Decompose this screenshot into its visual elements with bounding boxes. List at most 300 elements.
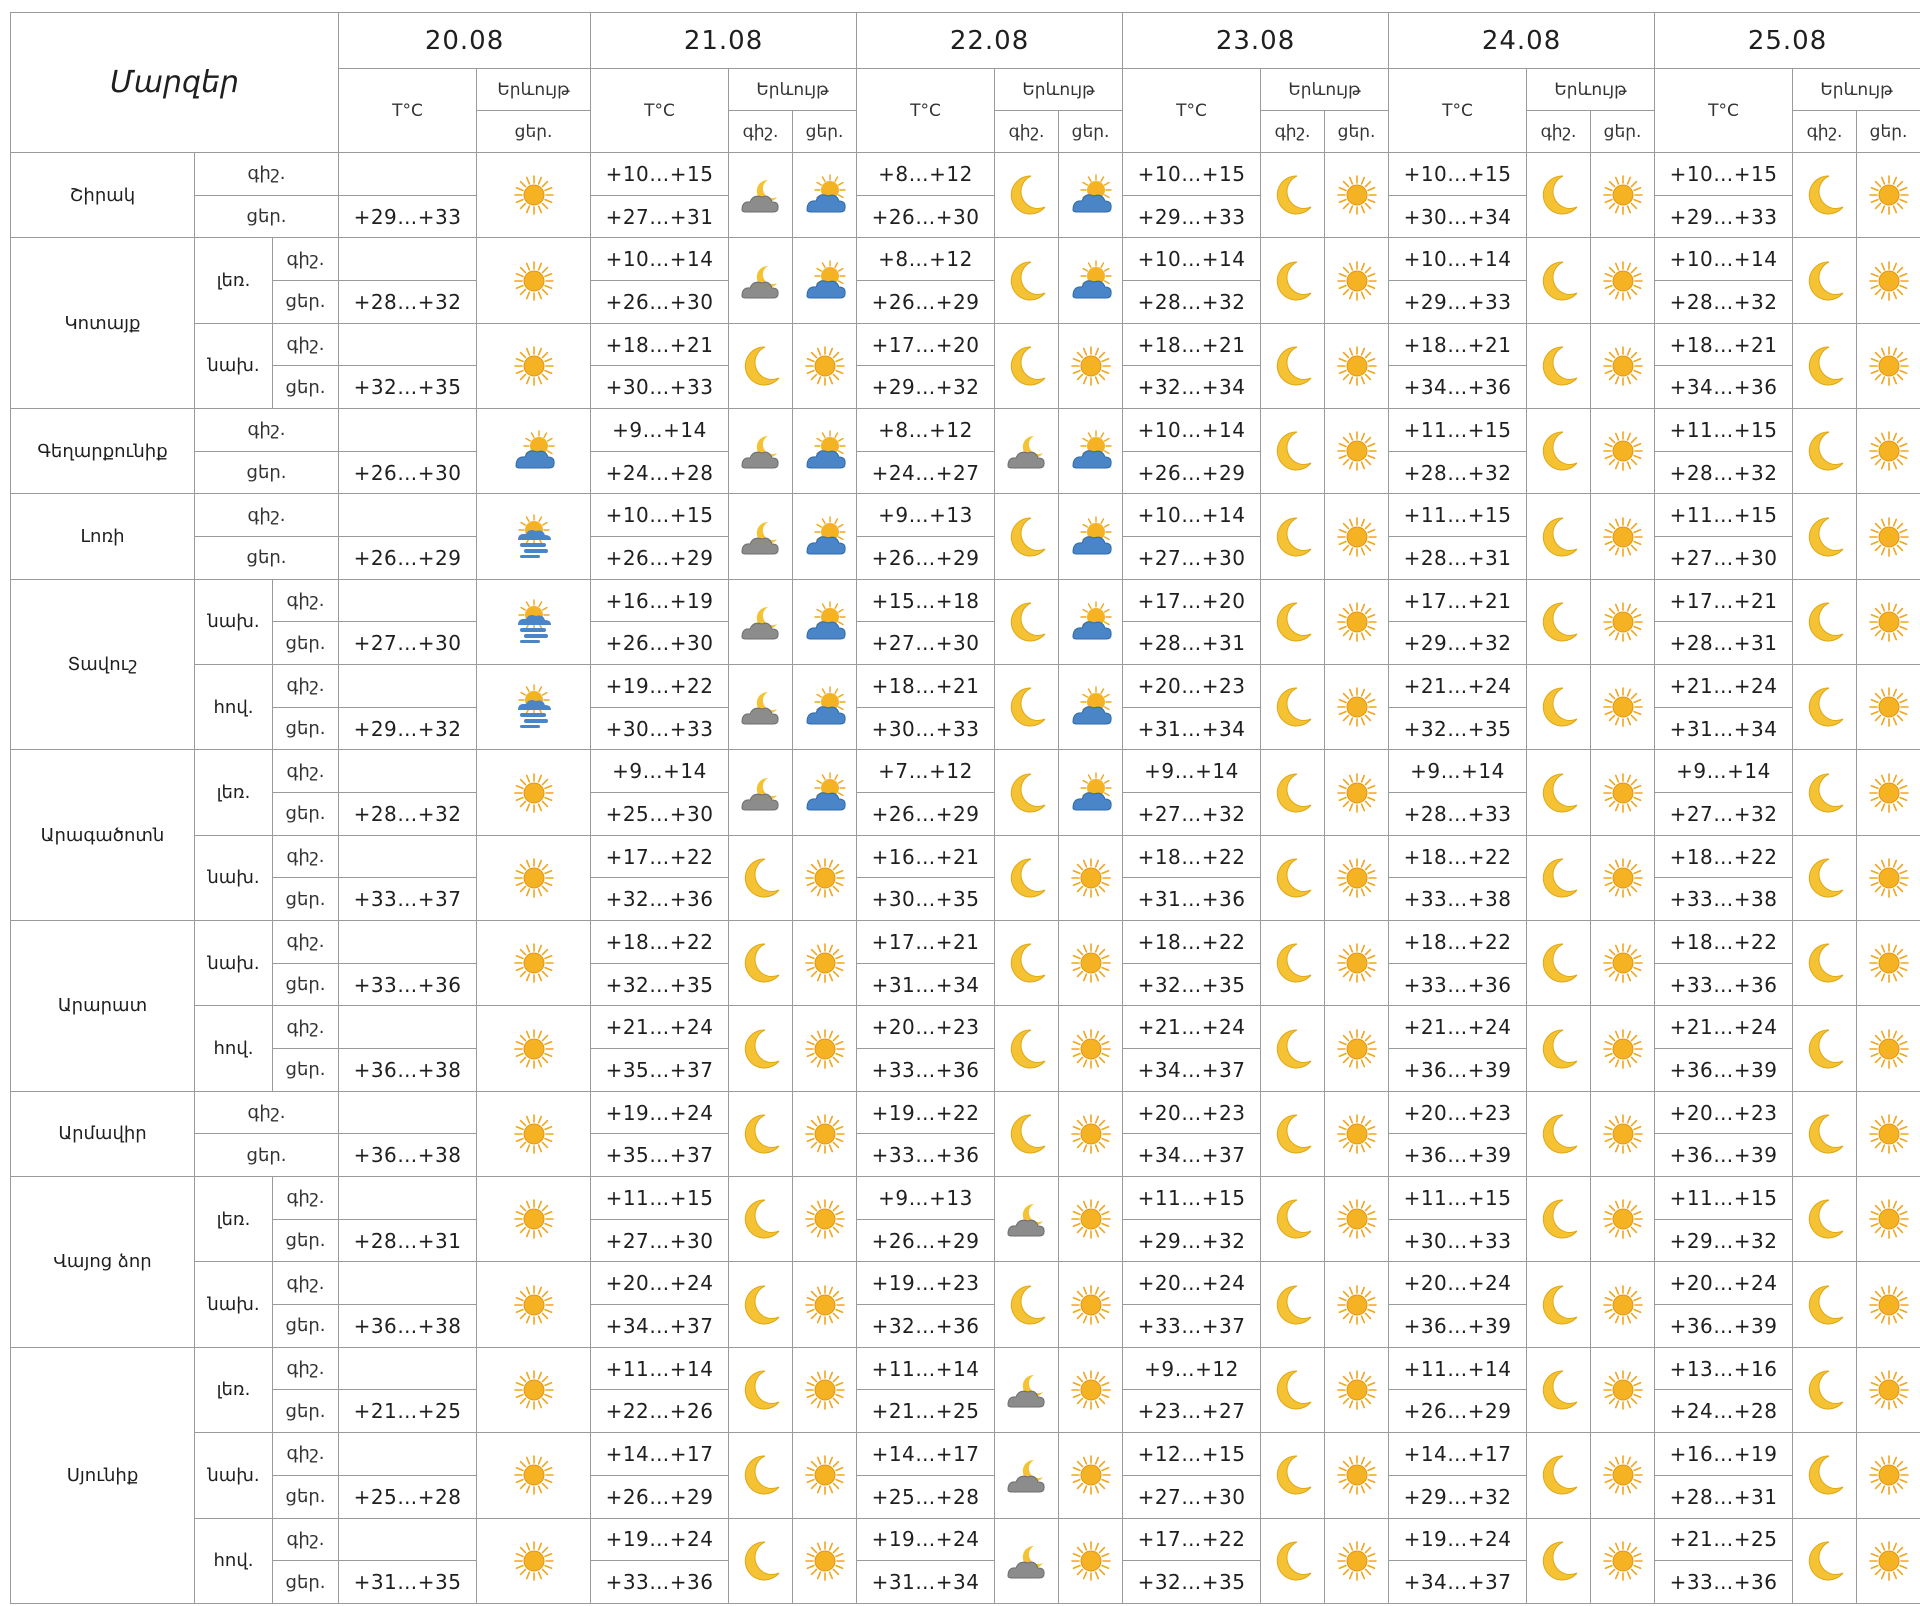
day-temp: +30…+33 (857, 707, 995, 750)
day-temp: +28…+31 (1123, 622, 1261, 665)
day-temp: +27…+30 (857, 622, 995, 665)
day-label: ցեր. (195, 537, 339, 580)
sun-icon (799, 1026, 851, 1072)
night-header: գիշ. (1793, 111, 1857, 153)
weather-cell (729, 1091, 793, 1176)
night-temp: +18…+22 (1389, 921, 1527, 964)
weather-cell (1591, 750, 1655, 835)
sun-icon (1331, 855, 1383, 901)
sun-icon (1863, 1196, 1915, 1242)
day-temp: +25…+28 (339, 1475, 477, 1518)
weather-cell (729, 153, 793, 238)
night-temp: +11…+15 (1655, 494, 1793, 537)
cloud-sun-icon (799, 258, 851, 304)
day-temp: +32…+35 (591, 963, 729, 1006)
night-temp: +18…+22 (591, 921, 729, 964)
weather-cell (1059, 750, 1123, 835)
sun-icon (1597, 1538, 1649, 1584)
moon-icon (1001, 1111, 1053, 1157)
day-temp: +28…+32 (1389, 451, 1527, 494)
night-temp: +11…+14 (591, 1347, 729, 1390)
day-temp: +29…+32 (857, 366, 995, 409)
night-label: գիշ. (195, 409, 339, 452)
weather-cell (1527, 409, 1591, 494)
moon-icon (1533, 1196, 1585, 1242)
night-temp: +16…+21 (857, 835, 995, 878)
sun-icon (1065, 1026, 1117, 1072)
day-temp: +33…+36 (857, 1134, 995, 1177)
night-temp: +18…+21 (1389, 323, 1527, 366)
area-name: նախ. (195, 1262, 273, 1347)
weather-cell (1591, 835, 1655, 920)
night-temp: +18…+21 (591, 323, 729, 366)
sun-icon (1597, 1282, 1649, 1328)
night-label: գիշ. (273, 238, 339, 281)
weather-cell (729, 323, 793, 408)
moon-icon (1799, 770, 1851, 816)
day-temp: +29…+32 (1389, 1475, 1527, 1518)
sun-icon (799, 1452, 851, 1498)
moon-icon (1267, 855, 1319, 901)
sun-icon (1863, 343, 1915, 389)
weather-cell (729, 494, 793, 579)
weather-cell (1857, 1006, 1920, 1091)
moon-icon (1001, 770, 1053, 816)
moon-icon (1533, 428, 1585, 474)
day-label: ցեր. (273, 707, 339, 750)
weather-cell (1591, 1006, 1655, 1091)
sun-icon (1863, 1452, 1915, 1498)
night-temp: +8…+12 (857, 409, 995, 452)
night-temp: +7…+12 (857, 750, 995, 793)
weather-cell (1591, 494, 1655, 579)
weather-header: Երևույթ (729, 69, 857, 111)
weather-cell (1059, 1091, 1123, 1176)
day-label: ցեր. (273, 622, 339, 665)
night-temp: +10…+15 (591, 494, 729, 537)
sun-icon (1065, 1282, 1117, 1328)
weather-cell (995, 835, 1059, 920)
weather-cell (995, 1262, 1059, 1347)
temp-header: T°C (1389, 69, 1527, 153)
night-temp (339, 750, 477, 793)
day-temp: +28…+32 (1123, 281, 1261, 324)
weather-cell (477, 494, 591, 579)
weather-cell (995, 494, 1059, 579)
moon-icon (1799, 172, 1851, 218)
area-name: հով. (195, 1518, 273, 1604)
sun-icon (1065, 1196, 1117, 1242)
weather-cell (477, 323, 591, 408)
weather-cell (1261, 153, 1325, 238)
day-temp: +32…+36 (857, 1305, 995, 1348)
moon-icon (735, 1538, 787, 1584)
moon-icon (1267, 1538, 1319, 1584)
day-label: ցեր. (195, 195, 339, 238)
night-label: գիշ. (273, 579, 339, 622)
day-temp: +36…+39 (1655, 1305, 1793, 1348)
day-temp: +32…+35 (1123, 963, 1261, 1006)
night-temp: +20…+23 (1123, 1091, 1261, 1134)
date-header: 25.08 (1655, 13, 1920, 69)
weather-cell (1527, 1433, 1591, 1518)
weather-cell (729, 238, 793, 323)
moon-icon (1799, 1111, 1851, 1157)
night-temp: +17…+20 (1123, 579, 1261, 622)
day-temp: +35…+37 (591, 1134, 729, 1177)
moon-icon (1799, 1367, 1851, 1413)
day-label: ցեր. (273, 963, 339, 1006)
sun-icon (1331, 1282, 1383, 1328)
day-temp: +29…+33 (1389, 281, 1527, 324)
weather-cell (1857, 153, 1920, 238)
day-temp: +21…+25 (857, 1390, 995, 1433)
weather-cell (729, 665, 793, 750)
weather-cell (729, 835, 793, 920)
night-temp: +10…+14 (591, 238, 729, 281)
night-temp: +10…+14 (1123, 409, 1261, 452)
weather-cell (477, 921, 591, 1006)
night-temp: +17…+21 (1389, 579, 1527, 622)
day-temp: +33…+36 (1655, 1561, 1793, 1604)
sun-icon (799, 1196, 851, 1242)
day-temp: +30…+33 (591, 366, 729, 409)
weather-cell (477, 1347, 591, 1432)
night-temp: +18…+21 (1655, 323, 1793, 366)
sun-icon (1065, 1538, 1117, 1584)
night-temp: +9…+14 (1123, 750, 1261, 793)
weather-cell (793, 1262, 857, 1347)
night-temp: +14…+17 (591, 1433, 729, 1476)
cloud-moon-icon (1001, 1367, 1053, 1413)
weather-cell (793, 665, 857, 750)
weather-cell (1527, 1177, 1591, 1262)
day-temp: +24…+28 (1655, 1390, 1793, 1433)
weather-cell (1857, 750, 1920, 835)
night-temp (339, 494, 477, 537)
weather-cell (995, 238, 1059, 323)
day-temp: +34…+37 (1123, 1134, 1261, 1177)
night-temp (339, 1518, 477, 1561)
night-header: գիշ. (995, 111, 1059, 153)
moon-icon (1533, 599, 1585, 645)
sun-icon (1863, 1111, 1915, 1157)
weather-cell (995, 1177, 1059, 1262)
table-row (11, 1518, 1920, 1561)
sun-icon (1331, 770, 1383, 816)
night-temp (339, 665, 477, 708)
temp-header: T°C (1123, 69, 1261, 153)
weather-cell (1261, 750, 1325, 835)
day-temp: +33…+36 (591, 1561, 729, 1604)
night-temp: +19…+23 (857, 1262, 995, 1305)
cloud-moon-icon (1001, 1196, 1053, 1242)
sun-icon (1331, 1367, 1383, 1413)
night-temp: +11…+15 (591, 1177, 729, 1220)
date-header: 23.08 (1123, 13, 1389, 69)
day-temp: +33…+38 (1389, 878, 1527, 921)
night-label: գիշ. (273, 323, 339, 366)
day-label: ցեր. (273, 1049, 339, 1092)
weather-cell (729, 409, 793, 494)
day-temp: +29…+32 (339, 707, 477, 750)
cloud-moon-icon (735, 770, 787, 816)
weather-cell (1261, 323, 1325, 408)
sun-icon (1331, 599, 1383, 645)
day-temp: +28…+32 (339, 793, 477, 836)
cloud-sun-icon (799, 770, 851, 816)
sun-icon (1597, 1367, 1649, 1413)
weather-cell (1527, 1006, 1591, 1091)
night-temp: +9…+13 (857, 494, 995, 537)
weather-cell (1591, 665, 1655, 750)
night-temp: +10…+15 (1123, 153, 1261, 196)
day-label: ցեր. (195, 451, 339, 494)
table-title: Մարզեր (11, 13, 339, 153)
night-temp: +10…+14 (1389, 238, 1527, 281)
date-header: 22.08 (857, 13, 1123, 69)
day-temp: +26…+29 (1123, 451, 1261, 494)
moon-icon (1533, 1452, 1585, 1498)
sun-icon (799, 343, 851, 389)
night-temp: +11…+14 (857, 1347, 995, 1390)
weather-cell (1857, 1177, 1920, 1262)
weather-cell (1793, 1433, 1857, 1518)
sun-icon (508, 1196, 560, 1242)
night-label: գիշ. (273, 835, 339, 878)
day-temp: +25…+30 (591, 793, 729, 836)
weather-cell (729, 1006, 793, 1091)
night-temp: +21…+24 (1655, 1006, 1793, 1049)
day-header: ցեր. (1325, 111, 1389, 153)
moon-icon (1533, 1282, 1585, 1328)
weather-cell (1059, 1006, 1123, 1091)
day-label: ցեր. (273, 793, 339, 836)
weather-cell (1591, 921, 1655, 1006)
sun-icon (1331, 1452, 1383, 1498)
weather-cell (793, 921, 857, 1006)
cloud-moon-icon (735, 684, 787, 730)
day-label: ցեր. (273, 1475, 339, 1518)
sun-icon (1863, 1538, 1915, 1584)
table-row (11, 323, 1920, 366)
weather-cell (1857, 665, 1920, 750)
day-temp: +34…+37 (1123, 1049, 1261, 1092)
weather-cell (477, 153, 591, 238)
weather-cell (1261, 409, 1325, 494)
night-temp: +11…+15 (1655, 1177, 1793, 1220)
night-temp: +18…+22 (1123, 835, 1261, 878)
moon-icon (1533, 770, 1585, 816)
cloud-moon-icon (1001, 1452, 1053, 1498)
weather-cell (995, 153, 1059, 238)
day-temp: +36…+38 (339, 1305, 477, 1348)
region-name: Արագածոտն (11, 750, 195, 921)
night-temp: +21…+25 (1655, 1518, 1793, 1561)
weather-cell (477, 238, 591, 323)
moon-icon (735, 343, 787, 389)
area-name: հով. (195, 665, 273, 750)
moon-icon (735, 1367, 787, 1413)
day-temp: +27…+30 (1123, 1475, 1261, 1518)
day-temp: +33…+38 (1655, 878, 1793, 921)
day-temp: +24…+28 (591, 451, 729, 494)
moon-icon (1001, 172, 1053, 218)
weather-cell (1059, 323, 1123, 408)
sun-icon (1597, 1196, 1649, 1242)
night-temp: +18…+21 (1123, 323, 1261, 366)
sun-icon (1331, 428, 1383, 474)
sun-icon (508, 1452, 560, 1498)
day-temp: +32…+35 (1389, 707, 1527, 750)
day-temp: +31…+34 (857, 963, 995, 1006)
cloud-moon-icon (735, 258, 787, 304)
table-row (11, 1347, 1920, 1390)
weather-cell (1261, 1518, 1325, 1604)
day-header: ցեր. (793, 111, 857, 153)
day-temp: +31…+34 (1123, 707, 1261, 750)
weather-cell (1591, 238, 1655, 323)
night-temp: +9…+13 (857, 1177, 995, 1220)
moon-icon (1267, 428, 1319, 474)
night-temp: +20…+24 (1389, 1262, 1527, 1305)
night-temp: +19…+24 (591, 1091, 729, 1134)
sun-icon (1597, 770, 1649, 816)
sun-icon (1597, 855, 1649, 901)
weather-cell (793, 1518, 857, 1604)
weather-cell (1591, 153, 1655, 238)
weather-cell (1059, 409, 1123, 494)
night-temp (339, 579, 477, 622)
weather-cell (995, 1347, 1059, 1432)
temp-header: T°C (1655, 69, 1793, 153)
night-temp: +16…+19 (591, 579, 729, 622)
night-temp: +20…+24 (591, 1262, 729, 1305)
area-name: նախ. (195, 921, 273, 1006)
day-temp: +28…+31 (1655, 622, 1793, 665)
weather-cell (729, 1347, 793, 1432)
region-name: Արմավիր (11, 1091, 195, 1176)
day-temp: +26…+29 (857, 793, 995, 836)
weather-cell (1325, 579, 1389, 664)
weather-cell (1527, 1091, 1591, 1176)
weather-cell (1059, 835, 1123, 920)
weather-cell (1527, 323, 1591, 408)
region-name: Գեղարքունիք (11, 409, 195, 494)
weather-cell (1793, 238, 1857, 323)
table-row (11, 1262, 1920, 1305)
weather-cell (1857, 323, 1920, 408)
night-temp (339, 835, 477, 878)
moon-icon (1799, 514, 1851, 560)
day-temp: +34…+37 (1389, 1561, 1527, 1604)
night-temp: +18…+22 (1123, 921, 1261, 964)
weather-cell (1857, 1091, 1920, 1176)
sun-icon (799, 1111, 851, 1157)
day-temp: +31…+35 (339, 1561, 477, 1604)
day-temp: +30…+33 (591, 707, 729, 750)
day-temp: +26…+30 (857, 195, 995, 238)
weather-cell (1793, 921, 1857, 1006)
sun-icon (799, 940, 851, 986)
cloud-sun-icon (799, 599, 851, 645)
night-temp: +20…+23 (1123, 665, 1261, 708)
weather-cell (1059, 1347, 1123, 1432)
weather-cell (477, 1091, 591, 1176)
area-name: նախ. (195, 835, 273, 920)
night-temp: +11…+15 (1655, 409, 1793, 452)
night-temp: +9…+14 (1655, 750, 1793, 793)
night-temp: +15…+18 (857, 579, 995, 622)
area-name: նախ. (195, 579, 273, 664)
weather-cell (729, 1518, 793, 1604)
table-row (11, 579, 1920, 622)
weather-cell (1793, 323, 1857, 408)
weather-cell (1325, 1433, 1389, 1518)
day-label: ցեր. (273, 1561, 339, 1604)
weather-cell (1793, 1518, 1857, 1604)
sun-icon (1863, 1282, 1915, 1328)
weather-cell (1325, 323, 1389, 408)
weather-cell (995, 1433, 1059, 1518)
moon-icon (1267, 1196, 1319, 1242)
night-header: գիշ. (1261, 111, 1325, 153)
weather-cell (1527, 1262, 1591, 1347)
day-temp: +27…+32 (1123, 793, 1261, 836)
night-temp: +11…+15 (1389, 409, 1527, 452)
day-temp: +27…+30 (1655, 537, 1793, 580)
day-header: ցեր. (477, 111, 591, 153)
weather-cell (1527, 1347, 1591, 1432)
sun-icon (1065, 1452, 1117, 1498)
weather-cell (477, 1177, 591, 1262)
weather-cell (1059, 1177, 1123, 1262)
weather-cell (1591, 579, 1655, 664)
night-temp: +17…+22 (591, 835, 729, 878)
moon-icon (1267, 1452, 1319, 1498)
day-temp: +27…+32 (1655, 793, 1793, 836)
day-temp: +32…+34 (1123, 366, 1261, 409)
night-temp: +21…+24 (1389, 665, 1527, 708)
sun-icon (1597, 514, 1649, 560)
region-name: Տավուշ (11, 579, 195, 750)
day-temp: +28…+32 (1655, 281, 1793, 324)
weather-cell (729, 921, 793, 1006)
moon-icon (735, 1026, 787, 1072)
day-temp: +26…+29 (857, 537, 995, 580)
day-temp: +33…+36 (857, 1049, 995, 1092)
night-temp: +10…+14 (1123, 494, 1261, 537)
night-temp (339, 1433, 477, 1476)
night-temp: +19…+24 (591, 1518, 729, 1561)
night-temp: +20…+23 (1655, 1091, 1793, 1134)
moon-icon (1533, 172, 1585, 218)
weather-cell (995, 921, 1059, 1006)
sun-icon (1863, 599, 1915, 645)
weather-cell (1857, 835, 1920, 920)
weather-cell (1793, 1006, 1857, 1091)
sun-icon (1331, 343, 1383, 389)
day-temp: +28…+31 (339, 1219, 477, 1262)
sun-icon (1863, 1367, 1915, 1413)
day-temp: +32…+35 (1123, 1561, 1261, 1604)
area-name: լեռ. (195, 238, 273, 323)
sun-icon (1863, 940, 1915, 986)
weather-cell (1527, 835, 1591, 920)
moon-icon (1001, 940, 1053, 986)
day-temp: +34…+37 (591, 1305, 729, 1348)
weather-header: Երևույթ (1793, 69, 1920, 111)
